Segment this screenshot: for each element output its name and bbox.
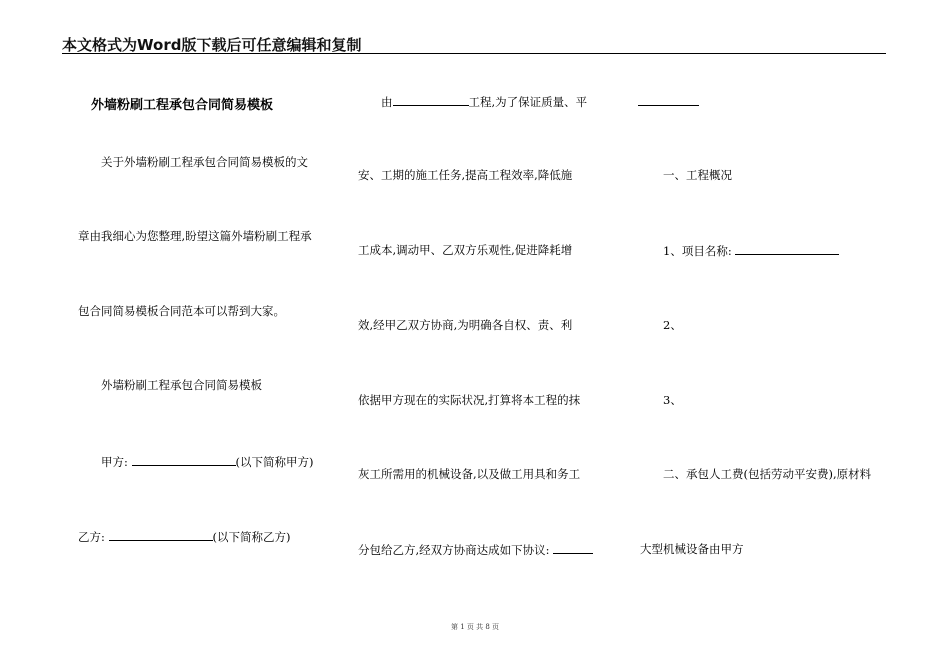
body-line-7-text: 分包给乙方,经双方协商达成如下协议:: [358, 543, 550, 557]
body-line-1: [381, 94, 587, 109]
project-name-label: 1、项目名称:: [663, 244, 732, 258]
body-line-7: [358, 542, 593, 557]
party-b-line: [78, 529, 291, 544]
page-number: 第 1 页 共 8 页: [450, 623, 500, 631]
item-3: 3、: [663, 393, 682, 407]
section-labor-costs: 二、承包人工费(包括劳动平安费),原材料: [663, 467, 872, 481]
party-a-blank: [132, 454, 236, 466]
body-line-1-prefix: 由: [381, 95, 393, 109]
equipment-line: 大型机械设备由甲方: [640, 542, 744, 556]
party-b-label: 乙方:: [78, 530, 105, 544]
body-line-1-suffix: 工程,为了保证质量、平: [468, 95, 588, 109]
project-name-field-blank: [735, 243, 839, 255]
item-2: 2、: [663, 318, 682, 332]
page-header: 本文格式为Word版下载后可任意编辑和复制: [62, 36, 362, 54]
party-a-line: [101, 454, 314, 469]
header-divider: [62, 53, 886, 54]
intro-line-3: 包合同简易模板合同范本可以帮到大家。: [78, 304, 285, 318]
contract-subtitle: 外墙粉刷工程承包合同简易模板: [101, 378, 262, 392]
body-line-5: 依据甲方现在的实际状况,打算将本工程的抹: [358, 393, 581, 407]
project-name-blank: [393, 94, 469, 106]
header-blank-right: [638, 94, 699, 106]
intro-line-1: 关于外墙粉刷工程承包合同简易模板的文: [101, 155, 308, 169]
party-a-suffix: (以下简称甲方): [235, 455, 314, 469]
agreement-blank: [553, 542, 593, 554]
section-project-overview: 一、工程概况: [663, 168, 732, 182]
party-b-suffix: (以下简称乙方): [212, 530, 291, 544]
party-a-label: 甲方:: [101, 455, 128, 469]
document-title: 外墙粉刷工程承包合同简易模板: [91, 98, 274, 113]
body-line-3: 工成本,调动甲、乙双方乐观性,促进降耗增: [358, 243, 573, 257]
body-line-2: 安、工期的施工任务,提高工程效率,降低施: [358, 168, 573, 182]
project-name-line: [663, 243, 839, 258]
body-line-4: 效,经甲乙双方协商,为明确各自权、责、利: [358, 318, 573, 332]
body-line-6: 灰工所需用的机械设备,以及做工用具和务工: [358, 467, 581, 481]
intro-line-2: 章由我细心为您整理,盼望这篇外墙粉刷工程承: [78, 229, 312, 243]
party-b-blank: [109, 529, 213, 541]
